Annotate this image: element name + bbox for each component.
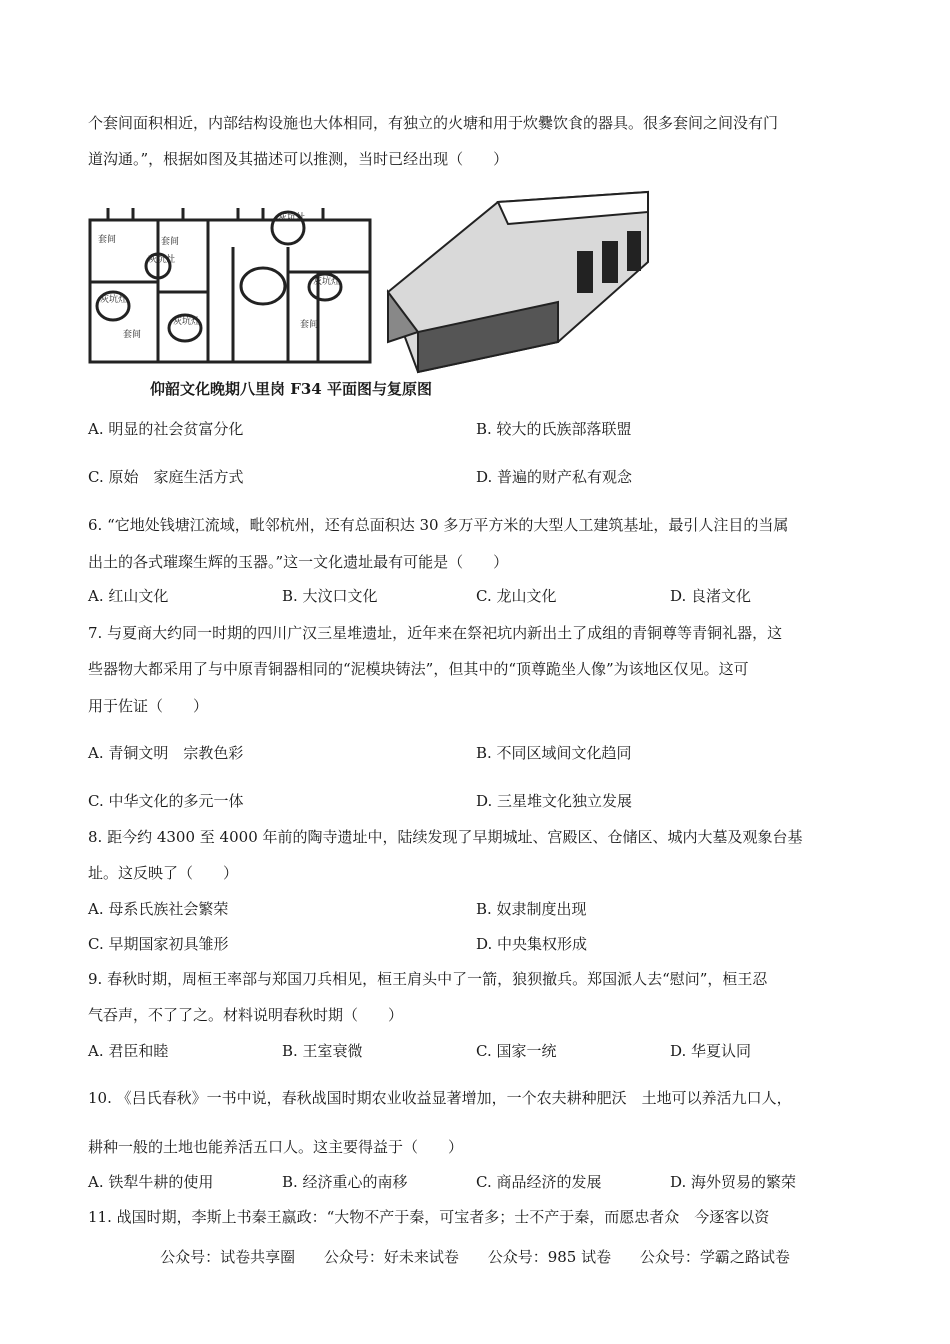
option-d: D. 海外贸易的繁荣 xyxy=(670,1173,797,1191)
plan-label: 灰坑灶 xyxy=(278,213,306,223)
option-a: A. 母系氏族社会繁荣 xyxy=(88,900,229,918)
option-c: C. 原始 家庭生活方式 xyxy=(88,468,244,486)
question-10-line-2: 耕种一般的土地也能养活五口人。这主要得益于（ ） xyxy=(88,1138,464,1156)
plan-label: 套间 xyxy=(300,320,319,330)
question-6-line-1: 6. “它地处钱塘江流域，毗邻杭州，还有总面积达 30 多万平方米的大型人工建筑基址，最引人注目的当属 xyxy=(88,516,789,534)
option-a: A. 青铜文明 宗教色彩 xyxy=(88,744,244,762)
footer-item: 公众号：985 试卷 xyxy=(487,1248,612,1266)
question-10-line-1: 10. 《吕氏春秋》一书中说，春秋战国时期农业收益显著增加，一个农夫耕种肥沃 土地可以养活九口人， xyxy=(88,1089,792,1107)
footer-item: 公众号：好未来试卷 xyxy=(323,1248,459,1266)
option-c: C. 早期国家初具雏形 xyxy=(88,935,229,953)
figure-caption: 仰韶文化晚期八里岗 F34 平面图与复原图 xyxy=(150,380,432,398)
option-d: D. 中央集权形成 xyxy=(476,935,588,953)
plan-label: 套间 xyxy=(123,330,142,340)
option-d: D. 三星堆文化独立发展 xyxy=(476,792,633,810)
question-8-line-1: 8. 距今约 4300 至 4000 年前的陶寺遗址中，陆续发现了早期城址、宫殿区、仓储区、城内大墓及观象台基 xyxy=(88,828,803,846)
question-7-line-3: 用于佐证（ ） xyxy=(88,697,209,715)
option-c: C. 龙山文化 xyxy=(476,587,557,605)
plan-label: 套间 xyxy=(98,235,117,245)
question-8-line-2: 址。这反映了（ ） xyxy=(88,864,239,882)
question-9-line-1: 9. 春秋时期，周桓王率部与郑国刀兵相见，桓王肩头中了一箭，狼狈撤兵。郑国派人去“慰问”，桓王忍 xyxy=(88,970,768,988)
plan-label: 套间 xyxy=(161,237,180,247)
option-b: B. 王室衰微 xyxy=(282,1042,363,1060)
option-b: B. 较大的氏族部落联盟 xyxy=(476,420,632,438)
question-11-line-1: 11. 战国时期，李斯上书秦王嬴政：“大物不产于秦，可宝者多；士不产于秦，而愿忠者众 今逐客以资 xyxy=(88,1208,770,1226)
intro-line-2: 道沟通。”，根据如图及其描述可以推测，当时已经出现（ ） xyxy=(88,150,509,168)
option-b: B. 奴隶制度出现 xyxy=(476,900,587,918)
floor-plan-figure xyxy=(88,182,658,402)
option-b: B. 经济重心的南移 xyxy=(282,1173,408,1191)
floor-plan-illustration xyxy=(88,182,658,402)
plan-label: 灰坑灶 xyxy=(148,255,176,265)
question-7-line-2: 些器物大都采用了与中原青铜器相同的“泥模块铸法”，但其中的“顶尊跪坐人像”为该地区仅见。这可 xyxy=(88,660,749,678)
option-a: A. 明显的社会贫富分化 xyxy=(88,420,244,438)
plan-label: 灰坑灶 xyxy=(173,317,201,327)
question-9-line-2: 气吞声，不了了之。材料说明春秋时期（ ） xyxy=(88,1006,404,1024)
option-d: D. 华夏认同 xyxy=(670,1042,752,1060)
option-a: A. 铁犁牛耕的使用 xyxy=(88,1173,214,1191)
option-d: D. 普遍的财产私有观念 xyxy=(476,468,633,486)
option-c: C. 中华文化的多元一体 xyxy=(88,792,244,810)
footer xyxy=(0,1246,950,1267)
plan-label: 灰坑灶 xyxy=(100,295,128,305)
option-b: B. 不同区域间文化趋同 xyxy=(476,744,632,762)
option-d: D. 良渚文化 xyxy=(670,587,752,605)
option-b: B. 大汶口文化 xyxy=(282,587,378,605)
option-c: C. 国家一统 xyxy=(476,1042,557,1060)
plan-label: 灰坑灶 xyxy=(313,277,341,287)
option-c: C. 商品经济的发展 xyxy=(476,1173,602,1191)
intro-line-1: 个套间面积相近，内部结构设施也大体相同，有独立的火塘和用于炊爨饮食的器具。很多套间之间没有门 xyxy=(88,114,779,132)
option-a: A. 君臣和睦 xyxy=(88,1042,169,1060)
footer-item: 公众号：试卷共享圈 xyxy=(160,1248,296,1266)
question-7-line-1: 7. 与夏商大约同一时期的四川广汉三星堆遗址，近年来在祭祀坑内新出土了成组的青铜尊等青铜礼器，这 xyxy=(88,624,783,642)
option-a: A. 红山文化 xyxy=(88,587,169,605)
footer-item: 公众号：学霸之路试卷 xyxy=(639,1248,790,1266)
question-6-line-2: 出土的各式璀璨生辉的玉器。”这一文化遗址最有可能是（ ） xyxy=(88,553,509,571)
